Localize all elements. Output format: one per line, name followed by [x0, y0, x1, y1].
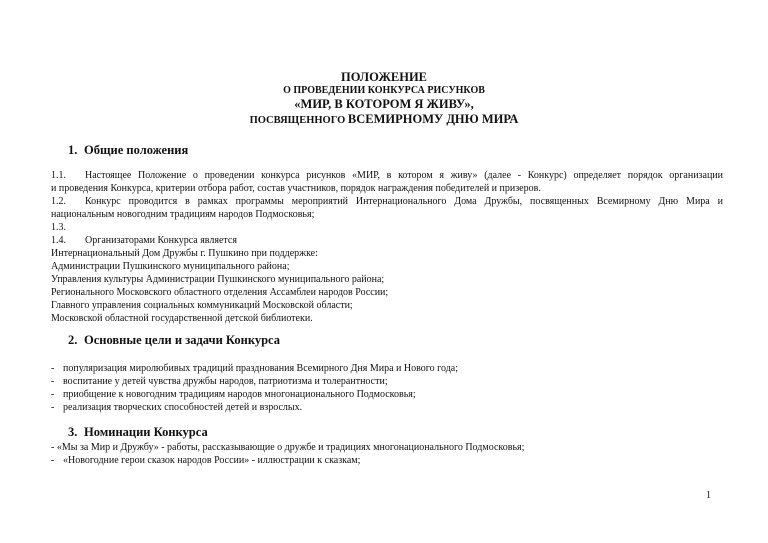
list-item: - «Мы за Мир и Дружбу» - работы, рассказывающие о дружбе и традициях многонационального Подмосковья;	[51, 442, 525, 453]
paragraph-line: национальным новогодним традициям народов Подмосковья;	[51, 209, 315, 220]
paragraph-line: 1.2. Конкурс проводится в рамках программы мероприятий Интернационального Дома Дружбы, посвященных Всемирному Дню Мира и	[51, 196, 723, 207]
page-number: 1	[706, 490, 711, 501]
document-title	[0, 70, 768, 128]
paragraph-line: Интернациональный Дом Дружбы г. Пушкино при поддержке:	[51, 248, 318, 259]
paragraph-line: Московской областной государственной детской библиотеки.	[51, 313, 313, 324]
paragraph-line: и проведения Конкурса, критерии отбора работ, состав участников, порядок награждения победителей и призеров.	[51, 183, 541, 194]
section-1-title: Общие положения	[84, 143, 189, 157]
paragraph-line: 1.1. Настоящее Положение о проведении конкурса рисунков «МИР, в котором я живу» (далее - Конкурс) определяет порядок организации	[51, 170, 723, 181]
title-line-4	[0, 112, 768, 128]
section-3-number: 3.	[68, 425, 78, 439]
title-line-1: ПОЛОЖЕНИЕ	[340, 70, 428, 84]
paragraph-line: 1.3.	[51, 222, 66, 233]
section-2-body	[51, 362, 723, 414]
section-3-title: Номинации Конкурса	[84, 425, 208, 439]
title-line-3: «МИР, В КОТОРОМ Я ЖИВУ»,	[294, 97, 474, 111]
section-2-number: 2.	[68, 333, 78, 347]
section-1-heading	[68, 143, 188, 158]
list-item: - приобщение к новогодним традициям народов многонационального Подмосковья;	[51, 389, 416, 400]
paragraph-line: Администрации Пушкинского муниципального района;	[51, 261, 290, 272]
list-item: - «Новогодние герои сказок народов России» - иллюстрации к сказкам;	[51, 455, 361, 466]
title-line-4-part-b: ВСЕМИРНОМУ ДНЮ МИРА	[347, 112, 519, 126]
paragraph-line: Главного управления социальных коммуникаций Московской области;	[51, 300, 353, 311]
section-2-title: Основные цели и задачи Конкурса	[84, 333, 281, 347]
section-3-heading	[68, 425, 208, 440]
title-line-4-part-a: ПОСВЯЩЕННОГО	[249, 115, 346, 126]
paragraph-line: Управления культуры Администрации Пушкинского муниципального района;	[51, 274, 385, 285]
list-item: - воспитание у детей чувства дружбы народов, патриотизма и толерантности;	[51, 376, 388, 387]
section-1-number: 1.	[68, 143, 78, 157]
paragraph-line: 1.4. Организаторами Конкурса является	[51, 235, 237, 246]
list-item: - популяризация миролюбивых традиций празднования Всемирного Дня Мира и Нового года;	[51, 363, 458, 374]
title-line-2: О ПРОВЕДЕНИИ КОНКУРСА РИСУНКОВ	[283, 85, 485, 96]
list-item: - реализация творческих способностей детей и взрослых.	[51, 402, 303, 413]
section-2-heading	[68, 333, 280, 348]
paragraph-line: Регионального Московского областного отделения Ассамблеи народов России;	[51, 287, 389, 298]
section-3-body	[51, 441, 723, 467]
section-1-body	[51, 169, 723, 325]
